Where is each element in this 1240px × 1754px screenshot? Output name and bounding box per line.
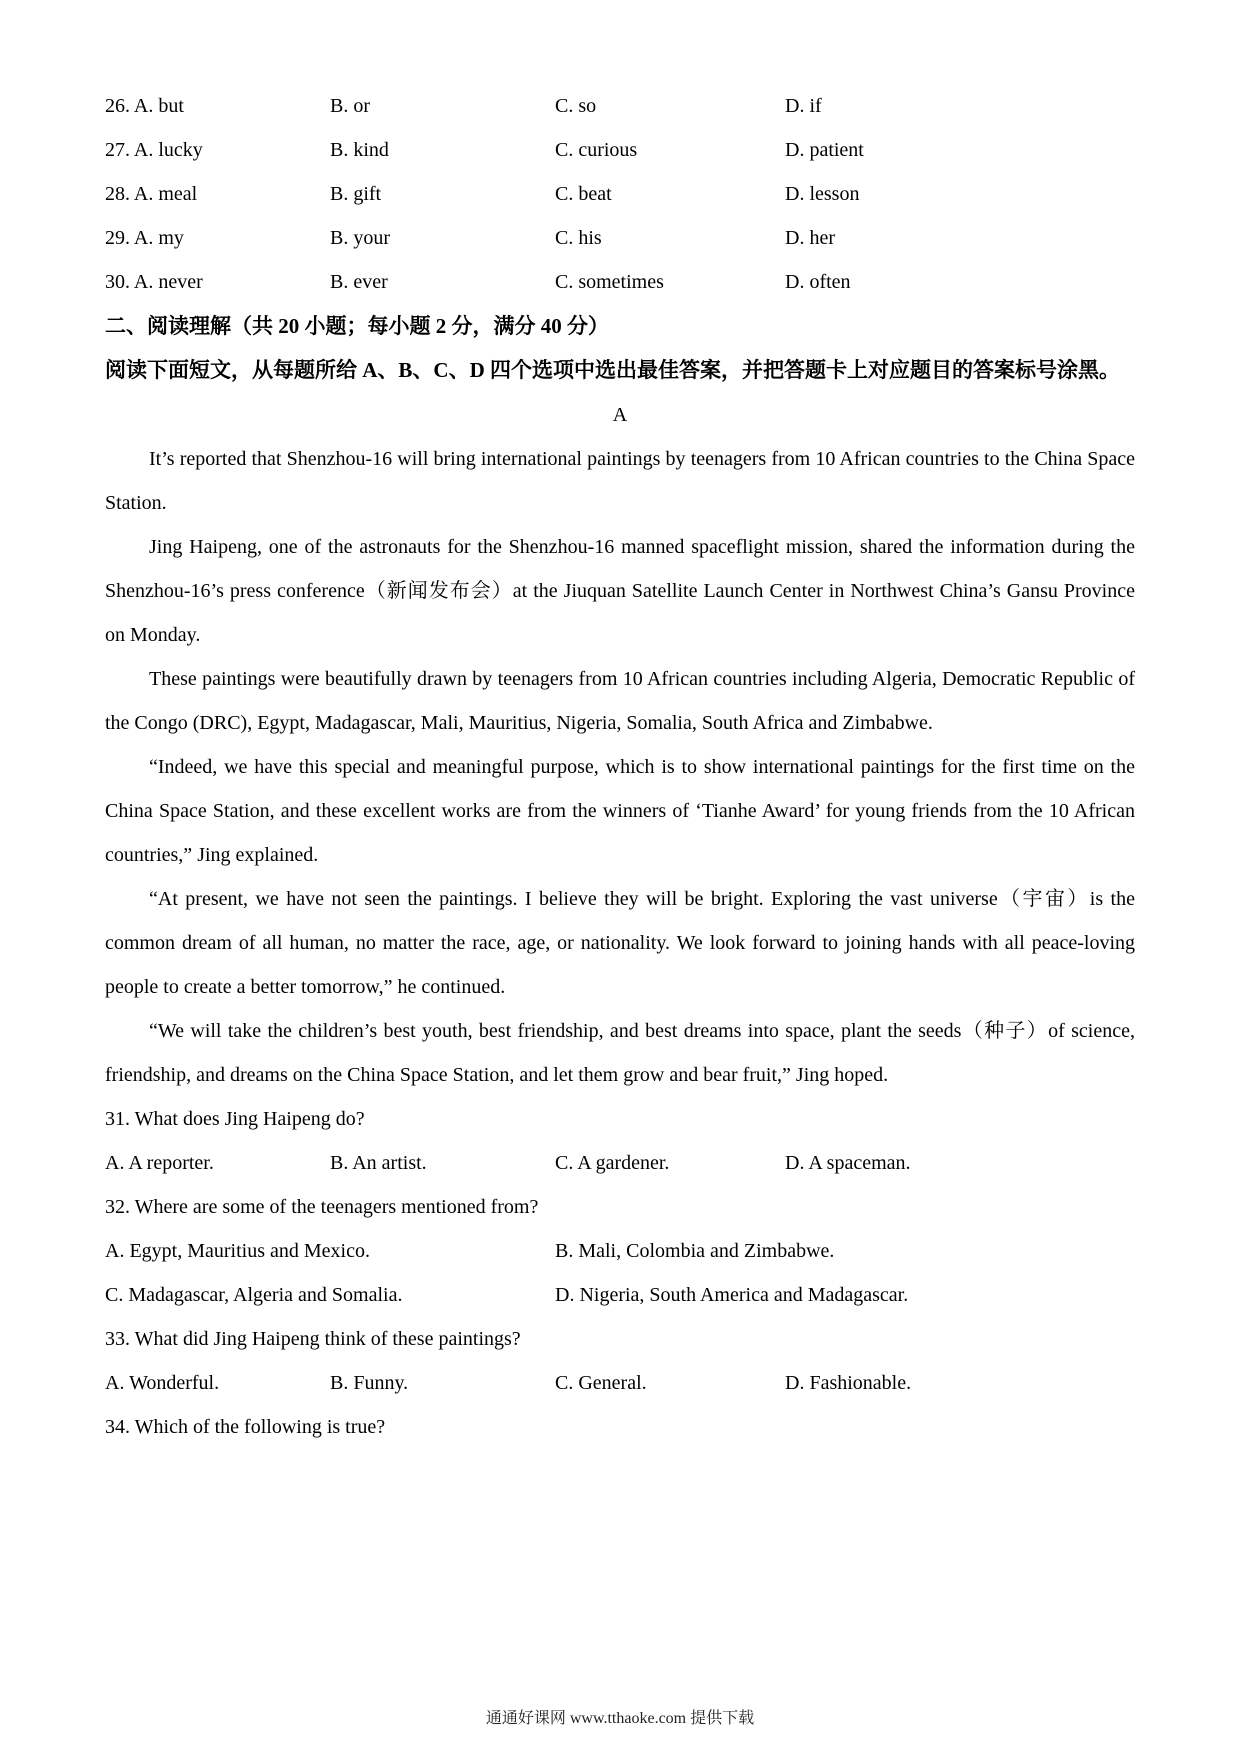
question-32: 32. Where are some of the teenagers mentioned from? — [105, 1196, 539, 1218]
option-cell: B. your — [330, 227, 390, 249]
section-heading: 二、阅读理解（共 20 小题；每小题 2 分，满分 40 分） — [105, 314, 609, 338]
question-34: 34. Which of the following is true? — [105, 1416, 386, 1438]
option-cell: C. curious — [555, 139, 638, 161]
cloze-row-30 — [105, 260, 1135, 304]
question-32-options-row2 — [105, 1273, 1135, 1317]
passage-paragraph: Jing Haipeng, one of the astronauts for the Shenzhou-16 manned spaceflight mission, shared the information during the Shenzhou-16’s press conference（新闻发布会）at the Jiuquan Satellite Launch Center in Northwest China’s Gansu Province on Monday. — [105, 536, 1135, 646]
cloze-row-26 — [105, 84, 1135, 128]
option-cell: B. gift — [330, 183, 382, 205]
option-cell: 30. A. never — [105, 271, 203, 293]
passage-paragraph: “We will take the children’s best youth, best friendship, and best dreams into space, plant the seeds（种子）of science, friendship, and dreams on the China Space Station, and let them grow and bear fruit,” Jing hoped. — [105, 1020, 1135, 1086]
reading-passage — [105, 437, 1135, 1097]
option-cell: 28. A. meal — [105, 183, 198, 205]
option-cell: 27. A. lucky — [105, 139, 203, 161]
question-31: 31. What does Jing Haipeng do? — [105, 1108, 365, 1130]
option-cell: B. Funny. — [330, 1372, 409, 1394]
cloze-row-28 — [105, 172, 1135, 216]
option-cell: D. A spaceman. — [785, 1152, 911, 1174]
option-cell: D. patient — [785, 139, 864, 161]
option-cell: A. Egypt, Mauritius and Mexico. — [105, 1240, 370, 1262]
option-cell: D. her — [785, 227, 835, 249]
option-cell: D. often — [785, 271, 851, 293]
passage-label: A — [612, 404, 628, 426]
passage-paragraph: It’s reported that Shenzhou-16 will bring international paintings by teenagers from 10 African countries to the China Space Station. — [105, 448, 1135, 514]
option-cell: D. lesson — [785, 183, 860, 205]
option-cell: C. his — [555, 227, 602, 249]
option-cell: D. Fashionable. — [785, 1372, 912, 1394]
cloze-options-table — [105, 84, 1135, 304]
option-cell: 26. A. but — [105, 95, 184, 117]
option-cell: C. Madagascar, Algeria and Somalia. — [105, 1284, 403, 1306]
option-cell: B. or — [330, 95, 370, 117]
cloze-row-27 — [105, 128, 1135, 172]
option-cell: D. Nigeria, South America and Madagascar. — [555, 1284, 909, 1306]
option-cell: C. so — [555, 95, 597, 117]
option-cell: C. General. — [555, 1372, 647, 1394]
question-33-options — [105, 1361, 1135, 1405]
section-instructions: 阅读下面短文，从每题所给 A、B、C、D 四个选项中选出最佳答案，并把答题卡上对应题目的答案标号涂黑。 — [105, 358, 1120, 382]
option-cell: 29. A. my — [105, 227, 184, 249]
option-cell: B. An artist. — [330, 1152, 427, 1174]
passage-paragraph: “At present, we have not seen the paintings. I believe they will be bright. Exploring the vast universe（宇宙）is the common dream of all human, no matter the race, age, or nationality. We look forward to joining hands with all peace-loving people to create a better tomorrow,” he continued. — [105, 888, 1135, 998]
passage-paragraph: “Indeed, we have this special and meaningful purpose, which is to show international paintings for the first time on the China Space Station, and these excellent works are from the winners of ‘Tianhe Award’ for young friends from the 10 African countries,” Jing explained. — [105, 756, 1135, 866]
passage-paragraph: These paintings were beautifully drawn by teenagers from 10 African countries including Algeria, Democratic Republic of the Congo (DRC), Egypt, Madagascar, Mali, Mauritius, Nigeria, Somalia, South Africa and Zimbabwe. — [105, 668, 1135, 734]
option-cell: C. sometimes — [555, 271, 664, 293]
question-33: 33. What did Jing Haipeng think of these paintings? — [105, 1328, 521, 1350]
option-cell: A. A reporter. — [105, 1152, 214, 1174]
option-cell: C. A gardener. — [555, 1152, 670, 1174]
option-cell: A. Wonderful. — [105, 1372, 220, 1394]
option-cell: C. beat — [555, 183, 612, 205]
question-32-options-row1 — [105, 1229, 1135, 1273]
option-cell: B. ever — [330, 271, 388, 293]
page-footer: 通通好课网 www.tthaoke.com 提供下载 — [485, 1710, 755, 1727]
option-cell: B. Mali, Colombia and Zimbabwe. — [555, 1240, 835, 1262]
option-cell: B. kind — [330, 139, 389, 161]
option-cell: D. if — [785, 95, 822, 117]
question-31-options — [105, 1141, 1135, 1185]
cloze-row-29 — [105, 216, 1135, 260]
